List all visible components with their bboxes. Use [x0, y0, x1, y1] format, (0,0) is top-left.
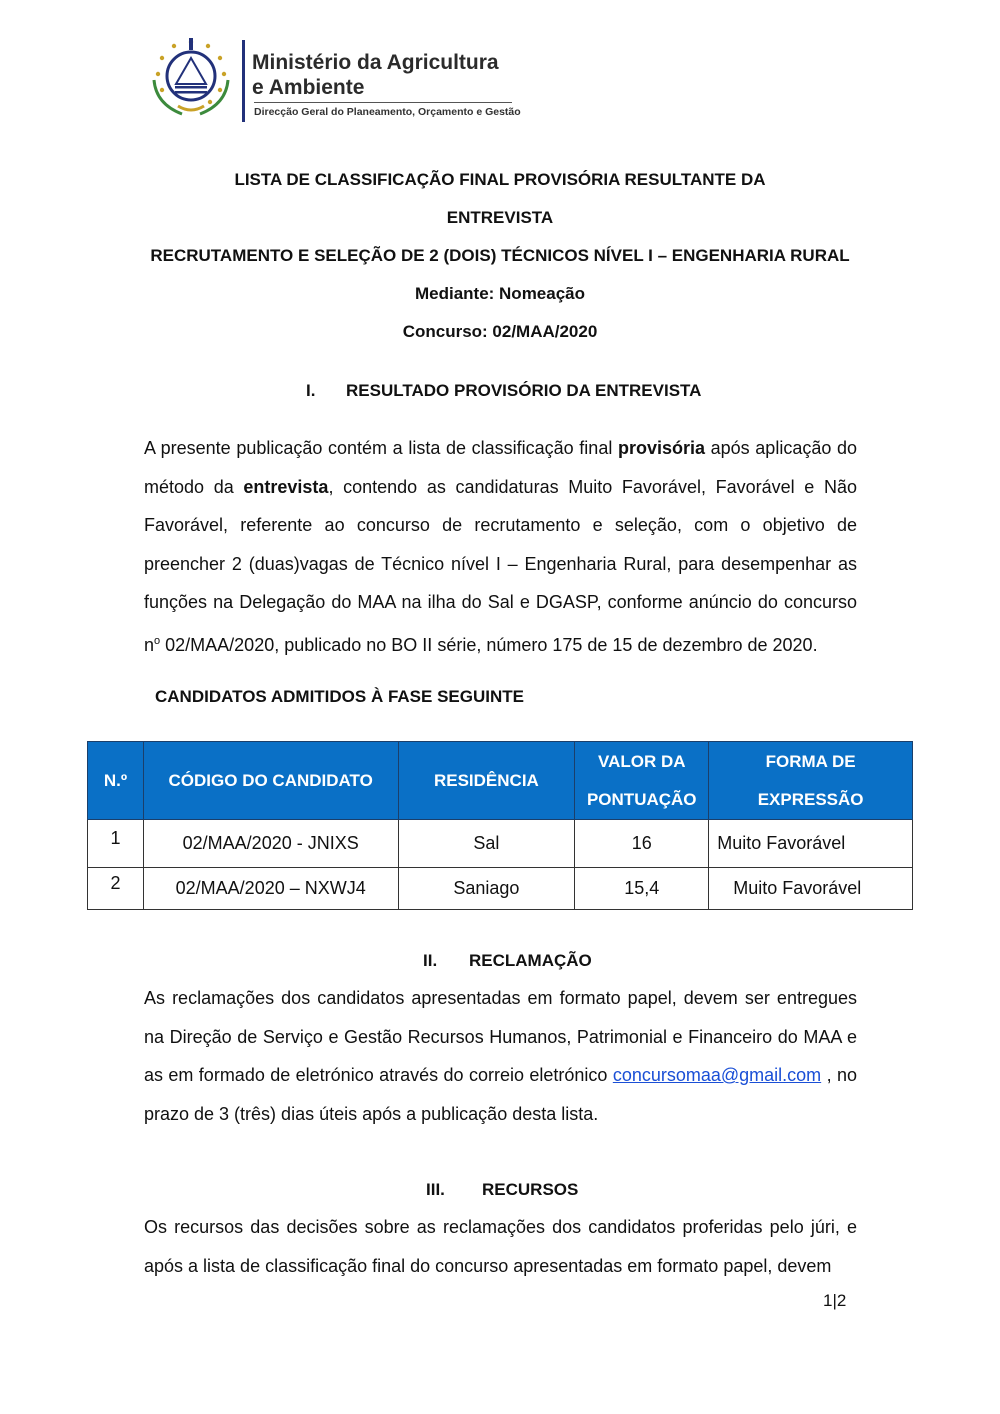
- cell-code: 02/MAA/2020 - JNIXS: [143, 820, 398, 868]
- header-expression-line-2: EXPRESSÃO: [757, 789, 864, 809]
- header-num: N.º: [88, 742, 144, 820]
- email-link[interactable]: concursomaa@gmail.com: [612, 1065, 822, 1085]
- section-1-paragraph: [144, 429, 857, 664]
- section-2-heading: [423, 951, 592, 971]
- directorate-rule: [254, 102, 512, 103]
- bold-entrevista: entrevista: [243, 476, 329, 497]
- cell-score: 16: [575, 820, 709, 868]
- section-1-title: RESULTADO PROVISÓRIO DA ENTREVISTA: [346, 381, 702, 400]
- section-2-paragraph: [144, 979, 857, 1133]
- table-header-row: [88, 742, 913, 820]
- section-3-number: III.: [426, 1180, 445, 1199]
- cell-code: 02/MAA/2020 – NXWJ4: [143, 868, 398, 910]
- text-run: , contendo as candidaturas Muito Favorável, Favorável e Não Favorável, referente ao concurso de recrutamento e seleção, com o objetivo de preencher 2 (duas)vagas de Técnico nível I – Engenharia Rural, para desempenhar as funções na Delegação do MAA na ilha do Sal e DGASP, conforme anúncio do concurso n: [144, 476, 858, 655]
- text-run: As reclamações dos candidatos apresentadas em formato papel, devem ser entregues na Direção de Serviço e Gestão Recursos Humanos, Patrimonial e Financeiro do MAA e as em formado de eletrónico através do correio eletrónico: [144, 988, 857, 1085]
- header-score: [575, 742, 709, 820]
- title-line-4: Mediante: Nomeação: [414, 284, 586, 303]
- bold-provisoria: provisória: [617, 438, 705, 458]
- ministry-name: [252, 50, 499, 100]
- text-run: A presente publicação contém a lista de classificação final: [144, 438, 618, 458]
- section-1-heading: [306, 381, 701, 401]
- section-3-paragraph: [144, 1208, 857, 1285]
- cell-residence: Sal: [398, 820, 575, 868]
- admitted-candidates-heading: CANDIDATOS ADMITIDOS À FASE SEGUINTE: [155, 687, 524, 706]
- candidates-table: [87, 741, 913, 910]
- title-line-3: RECRUTAMENTO E SELEÇÃO DE 2 (DOIS) TÉCNICOS NÍVEL I – ENGENHARIA RURAL: [150, 246, 850, 265]
- cell-residence: Saniago: [398, 868, 575, 910]
- text-run: 02/MAA/2020, publicado no BO II série, número 175 de 15 de dezembro de 2020.: [160, 634, 818, 655]
- header-divider: [242, 40, 245, 122]
- header-residence: RESIDÊNCIA: [398, 742, 575, 820]
- ministry-line-1: Ministério da Agricultura: [252, 51, 499, 74]
- table-row: [88, 868, 913, 910]
- superscript-o: o: [154, 634, 161, 647]
- cape-verde-coat-of-arms-icon: [146, 36, 236, 122]
- title-line-2: ENTREVISTA: [446, 208, 554, 227]
- header-score-line-2: PONTUAÇÃO: [586, 789, 697, 809]
- header-score-line-1: VALOR DA: [598, 751, 686, 771]
- title-line-1: LISTA DE CLASSIFICAÇÃO FINAL PROVISÓRIA RESULTANTE DA: [234, 170, 766, 189]
- header-expression: [709, 742, 913, 820]
- document-header: [146, 36, 546, 128]
- section-3-heading: [426, 1180, 578, 1200]
- page-number: 1|2: [823, 1291, 847, 1310]
- text-run: após aplicação do método da: [144, 438, 858, 497]
- directorate-name: Direcção Geral do Planeamento, Orçamento e Gestão: [254, 106, 521, 118]
- header-code: CÓDIGO DO CANDIDATO: [143, 742, 398, 820]
- cell-expression: Muito Favorável: [709, 820, 913, 868]
- table-row: [88, 820, 913, 868]
- text-run: Os recursos das decisões sobre as reclamações dos candidatos proferidas pelo júri, e após a lista de classificação final do concurso apresentadas em formato papel, devem: [144, 1217, 857, 1276]
- section-3-title: RECURSOS: [482, 1180, 579, 1199]
- cell-score: 15,4: [575, 868, 709, 910]
- header-expression-line-1: FORMA DE: [765, 751, 856, 771]
- cell-num: 2: [88, 868, 144, 910]
- cell-expression: Muito Favorável: [709, 868, 913, 910]
- ministry-line-2: e Ambiente: [252, 76, 365, 99]
- title-line-5: Concurso: 02/MAA/2020: [402, 322, 598, 341]
- text-run: , no prazo de 3 (três) dias úteis após a publicação desta lista.: [144, 1065, 857, 1124]
- section-1-number: I.: [306, 381, 316, 400]
- section-2-number: II.: [423, 951, 438, 970]
- section-2-title: RECLAMAÇÃO: [469, 951, 592, 970]
- cell-num: 1: [88, 820, 144, 868]
